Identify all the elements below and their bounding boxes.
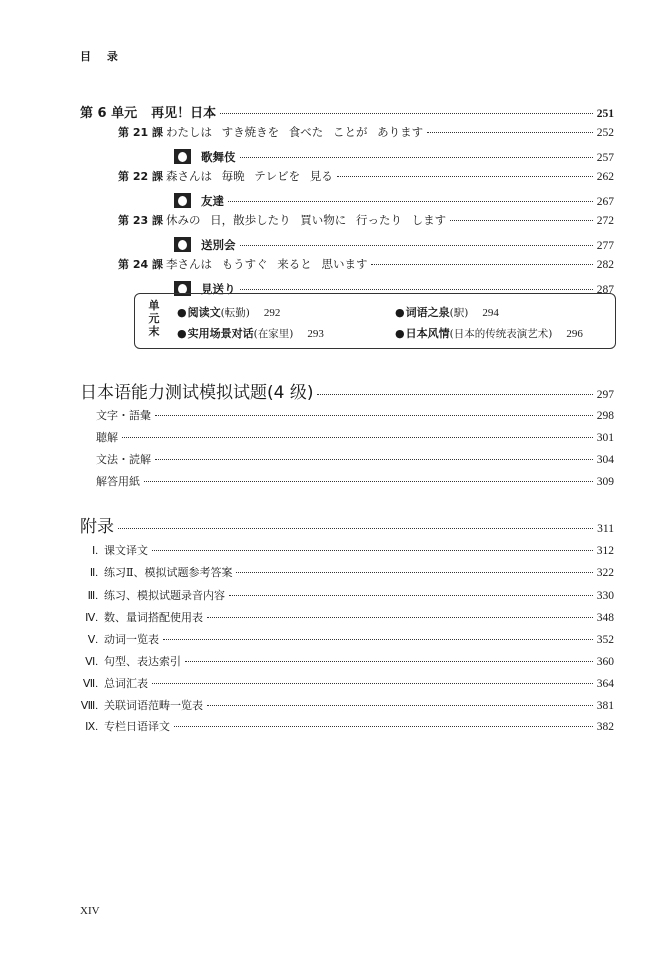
toc-lesson-22[interactable] xyxy=(118,168,614,184)
item-title: 实用场景对话 xyxy=(187,327,254,340)
dot-leader xyxy=(122,437,593,438)
dot-leader xyxy=(144,481,593,482)
column-title: 送別会 xyxy=(201,238,236,252)
dot-leader xyxy=(229,595,593,596)
dot-leader xyxy=(240,157,593,158)
page-number: 272 xyxy=(596,215,614,227)
section-title: 日本语能力测试模拟试题(4 级) xyxy=(80,383,314,403)
page-number: 309 xyxy=(596,476,614,488)
roman-numeral: Ⅶ. xyxy=(82,678,98,690)
dot-leader xyxy=(152,550,593,551)
item-title: 总词汇表 xyxy=(104,677,148,690)
column-title: 歌舞伎 xyxy=(201,150,236,164)
item-title: 数、量词搭配使用表 xyxy=(104,611,203,624)
toc-column-tomodachi[interactable] xyxy=(174,190,614,209)
toc-appendix-item[interactable] xyxy=(72,718,614,734)
roman-numeral: Ⅷ. xyxy=(80,700,98,712)
dot-leader xyxy=(427,132,593,133)
dot-leader xyxy=(163,639,593,640)
page-number: 257 xyxy=(596,152,614,164)
section-title: 附录 xyxy=(80,517,114,537)
bullet-icon: ● xyxy=(395,306,405,319)
page-number: 292 xyxy=(263,307,281,319)
page-number: 251 xyxy=(596,108,614,120)
lesson-title: わたしは すき焼きを 食べた ことが あります xyxy=(166,125,424,139)
toc-appendix-item[interactable] xyxy=(72,675,614,691)
roman-numeral: Ⅸ. xyxy=(85,721,98,733)
toc-mock-item[interactable] xyxy=(96,451,614,467)
dot-leader xyxy=(152,683,593,684)
page-number: 252 xyxy=(596,127,614,139)
roman-numeral: Ⅰ. xyxy=(92,545,98,557)
bullet-icon: ● xyxy=(177,327,187,340)
unit-end-label xyxy=(148,299,160,338)
toc-mock-item[interactable] xyxy=(96,407,614,423)
toc-appendix-item[interactable] xyxy=(72,653,614,669)
toc-unit-6[interactable] xyxy=(80,102,614,121)
unit-end-item-reading[interactable] xyxy=(177,304,280,320)
item-title: 动词一览表 xyxy=(104,633,159,646)
item-title: 聴解 xyxy=(96,431,118,444)
portrait-icon xyxy=(174,193,191,208)
item-subtitle: (駅) xyxy=(449,307,469,319)
toc-column-soubetsukai[interactable] xyxy=(174,234,614,253)
toc-appendix-item[interactable] xyxy=(72,564,614,580)
bullet-icon: ● xyxy=(177,306,187,319)
dot-leader xyxy=(240,289,593,290)
toc-mock-item[interactable] xyxy=(96,429,614,445)
dot-leader xyxy=(155,459,593,460)
page-number: 304 xyxy=(596,454,614,466)
toc-appendix-item[interactable] xyxy=(72,609,614,625)
dot-leader xyxy=(118,528,593,529)
toc-appendix-item[interactable] xyxy=(72,587,614,603)
page-number: 382 xyxy=(596,721,614,733)
label-char: 末 xyxy=(148,325,160,338)
label-char: 单 xyxy=(148,299,160,312)
toc-appendix-item[interactable] xyxy=(72,697,614,713)
dot-leader xyxy=(228,201,593,202)
page-number: 348 xyxy=(596,612,614,624)
dot-leader xyxy=(220,113,593,114)
page-number: 296 xyxy=(566,328,583,340)
item-title: 词语之泉 xyxy=(405,306,450,319)
page-number: 297 xyxy=(596,389,614,401)
toc-lesson-21[interactable] xyxy=(118,124,614,140)
toc-lesson-23[interactable] xyxy=(118,212,614,228)
unit-title: 再见！日本 xyxy=(151,106,217,121)
dot-leader xyxy=(371,264,592,265)
page-number: 301 xyxy=(596,432,614,444)
toc-appendix-item[interactable] xyxy=(72,631,614,647)
item-title: 文法・読解 xyxy=(96,453,151,466)
page-number: 262 xyxy=(596,171,614,183)
page-number: 364 xyxy=(596,678,614,690)
page-number: 282 xyxy=(596,259,614,271)
toc-column-kabuki[interactable] xyxy=(174,146,614,165)
toc-section-mock-test[interactable] xyxy=(80,378,614,403)
page-number: 360 xyxy=(596,656,614,668)
bullet-icon: ● xyxy=(395,327,405,340)
page-number-footer: XIV xyxy=(80,905,100,917)
lesson-title: 休みの 日，散歩したり 買い物に 行ったり します xyxy=(166,213,447,227)
page-number: 293 xyxy=(307,328,324,340)
unit-end-box xyxy=(134,293,616,349)
dot-leader xyxy=(207,617,593,618)
dot-leader xyxy=(236,572,592,573)
page-number: 322 xyxy=(596,567,614,579)
dot-leader xyxy=(240,245,593,246)
portrait-icon xyxy=(174,149,191,164)
column-title: 見送り xyxy=(201,282,236,296)
lesson-title: 森さんは 毎晩 テレビを 見る xyxy=(166,169,333,183)
dot-leader xyxy=(317,394,592,395)
column-title: 友達 xyxy=(201,194,224,208)
item-title: 解答用紙 xyxy=(96,475,140,488)
item-title: 日本风情 xyxy=(405,327,450,340)
lesson-title: 李さんは もうすぐ 来ると 思います xyxy=(166,257,368,271)
lesson-number: 第 22 課 xyxy=(118,170,163,183)
item-title: 课文译文 xyxy=(104,544,148,557)
item-title: 练习、模拟试题录音内容 xyxy=(104,589,225,602)
dot-leader xyxy=(155,415,593,416)
dot-leader xyxy=(174,726,593,727)
unit-end-item-conversation[interactable] xyxy=(177,325,324,341)
unit-end-item-vocab[interactable] xyxy=(395,304,499,320)
roman-numeral: Ⅱ. xyxy=(89,567,98,579)
unit-end-item-culture[interactable] xyxy=(395,325,583,341)
toc-appendix-item[interactable] xyxy=(72,542,614,558)
page-number: 267 xyxy=(596,196,614,208)
page-number: 277 xyxy=(596,240,614,252)
toc-section-appendix[interactable] xyxy=(80,512,614,537)
portrait-icon xyxy=(174,237,191,252)
dot-leader xyxy=(207,705,593,706)
dot-leader xyxy=(185,661,593,662)
roman-numeral: Ⅴ. xyxy=(87,634,98,646)
page-header: 目 录 xyxy=(80,50,124,63)
page-number: 294 xyxy=(482,307,499,319)
page-number: 312 xyxy=(596,545,614,557)
page-number: 330 xyxy=(596,590,614,602)
unit-number: 第 6 单元 xyxy=(80,106,138,121)
item-subtitle: (転勤) xyxy=(220,307,250,319)
page-number: 352 xyxy=(596,634,614,646)
page-number: 381 xyxy=(596,700,614,712)
item-title: 练习Ⅱ、模拟试题参考答案 xyxy=(104,566,233,579)
roman-numeral: Ⅳ. xyxy=(85,612,98,624)
dot-leader xyxy=(337,176,593,177)
item-title: 关联词语范畴一览表 xyxy=(104,699,203,712)
toc-lesson-24[interactable] xyxy=(118,256,614,272)
item-title: 文字・語彙 xyxy=(96,409,151,422)
dot-leader xyxy=(450,220,593,221)
toc-mock-item[interactable] xyxy=(96,473,614,489)
roman-numeral: Ⅲ. xyxy=(87,590,98,602)
item-title: 句型、表达索引 xyxy=(104,655,181,668)
item-subtitle: (在家里) xyxy=(253,328,294,340)
label-char: 元 xyxy=(148,312,160,325)
lesson-number: 第 23 課 xyxy=(118,214,163,227)
page-number: 287 xyxy=(596,284,614,296)
item-subtitle: (日本的传统表演艺术) xyxy=(449,328,553,340)
page-number: 311 xyxy=(597,523,614,535)
lesson-number: 第 24 課 xyxy=(118,258,163,271)
page-number: 298 xyxy=(596,410,614,422)
item-title: 专栏日语译文 xyxy=(104,720,170,733)
lesson-number: 第 21 課 xyxy=(118,126,163,139)
item-title: 阅读文 xyxy=(187,306,221,319)
roman-numeral: Ⅵ. xyxy=(85,656,98,668)
